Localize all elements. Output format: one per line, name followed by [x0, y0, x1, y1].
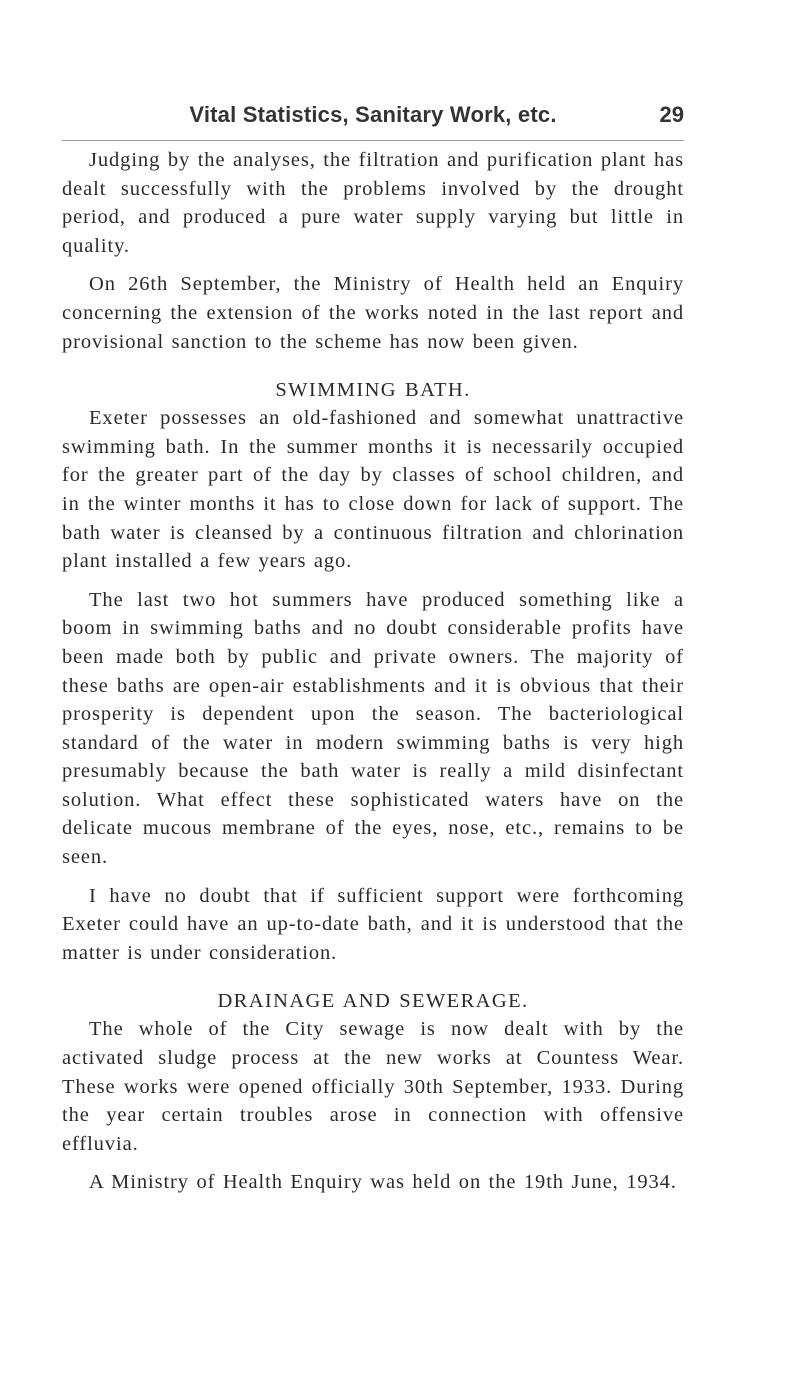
body-text: [62, 146, 684, 1207]
paragraph-sewage: The whole of the City sewage is now dealt with by the activated sludge process at the new works at Countess Wear. These works were opened officially 30th September, 1933. During the year certain troubles arose in connection with offensive effluvia.: [62, 1018, 684, 1155]
running-header: [62, 95, 684, 135]
paragraph-filtration: Judging by the analyses, the filtration and purification plant has dealt successfully with the problems involved by the drought period, and produced a pure water supply varying but little in quality.: [62, 149, 684, 257]
page-number: 29: [659, 102, 684, 127]
running-title: Vital Statistics, Sanitary Work, etc.: [189, 102, 557, 127]
section-heading-swimming-bath: SWIMMING BATH.: [275, 379, 471, 402]
paragraph-hot-summers: The last two hot summers have produced something like a boom in swimming baths and no doubt considerable profits have been made both by public and private owners. The majority of these baths are open-air establishments and it is obvious that their prosperity is dependent upon the season. The bacteriological standard of the water in modern swimming baths is very high presumably because the bath water is really a mild disinfectant solution. What effect these sophisticated waters have on the delicate mucous membrane of the eyes, nose, etc., remains to be seen.: [62, 588, 684, 869]
paragraph-enquiry: On 26th September, the Ministry of Health held an Enquiry concerning the extension of the works noted in the last report and provisional sanction to the scheme has now been given.: [62, 273, 684, 353]
paragraph-ministry-enquiry: A Ministry of Health Enquiry was held on the 19th June, 1934.: [89, 1171, 677, 1194]
paragraph-up-to-date-bath: I have no doubt that if sufficient support were forthcoming Exeter could have an up-to-date bath, and it is understood that the matter is under consideration.: [62, 884, 684, 964]
header-rule: [62, 140, 684, 141]
section-heading-drainage: DRAINAGE AND SEWERAGE.: [217, 990, 529, 1013]
paragraph-swimming-bath: Exeter possesses an old-fashioned and somewhat unattractive swimming bath. In the summer months it is necessarily occupied for the greater part of the day by classes of school children, and in the winter months it has to close down for lack of support. The bath water is cleansed by a continuous filtration and chlorination plant installed a few years ago.: [62, 407, 684, 573]
